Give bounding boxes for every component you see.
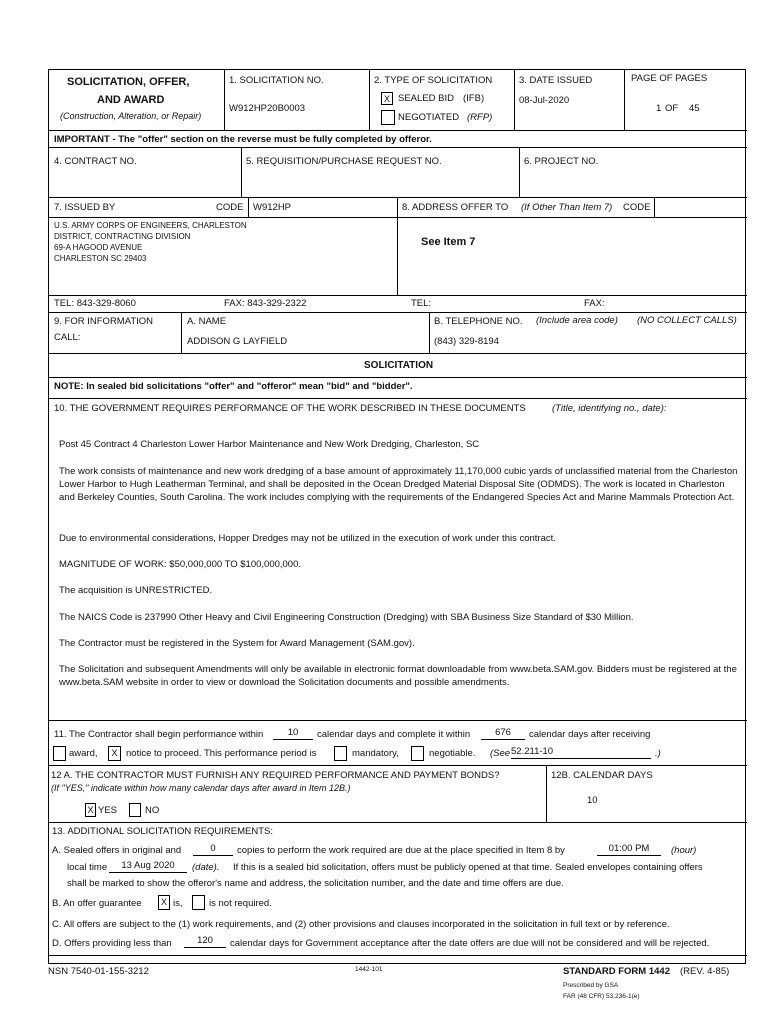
date-issued-value: 08-Jul-2020 (519, 95, 570, 106)
item13d-text2: calendar days for Government acceptance after the date offers are due will not be considered and will be rejected. (230, 938, 710, 949)
rule (624, 70, 625, 130)
bonds-no-checkbox[interactable] (129, 803, 141, 817)
rule (49, 353, 747, 354)
rule (49, 295, 747, 296)
item13a-text4: shall be marked to show the offeror's name and address, the solicitation number, and the date and time offers are due. (67, 878, 564, 889)
issued-by-fax: FAX: 843-329-2322 (224, 298, 307, 309)
date-field[interactable]: 13 Aug 2020 (109, 860, 187, 873)
page-current: 1 (656, 103, 662, 114)
rule (397, 197, 398, 295)
rule (248, 197, 249, 217)
rule (49, 765, 747, 766)
requisition-no-label: 5. REQUISITION/PURCHASE REQUEST NO. (246, 156, 442, 167)
copies-field[interactable]: 0 (193, 843, 233, 856)
guarantee-is-checkbox[interactable]: X (158, 895, 170, 910)
negotiable-label: negotiable. (429, 748, 476, 759)
rule (429, 312, 430, 353)
item12b-value: 10 (587, 795, 598, 806)
issued-by-code-label: CODE (216, 202, 244, 213)
nsn-number: NSN 7540-01-155-3212 (48, 966, 149, 977)
item10-sam: The Contractor must be registered in the System for Award Management (SAM.gov). (59, 638, 415, 649)
rule (241, 147, 242, 197)
form-title-line1: SOLICITATION, OFFER, (67, 76, 190, 88)
form-revision: (REV. 4-85) (680, 966, 730, 977)
sealed-bid-checkbox[interactable]: X (381, 92, 393, 105)
important-notice: IMPORTANT - The "offer" section on the reverse must be fully completed by offeror. (54, 134, 432, 145)
no-collect-calls: (NO COLLECT CALLS) (637, 315, 737, 326)
contract-no-label: 4. CONTRACT NO. (54, 156, 137, 167)
solicitation-section-header: SOLICITATION (364, 360, 434, 371)
date-issued-label: 3. DATE ISSUED (519, 75, 593, 86)
begin-days-field[interactable]: 10 (273, 727, 313, 740)
address-offer-fax: FAX: (584, 298, 605, 309)
far-reference: FAR (48 CFR) 53.236-1(e) (563, 993, 640, 1000)
solicitation-no-value: W912HP20B0003 (229, 103, 306, 114)
item13-label: 13. ADDITIONAL SOLICITATION REQUIREMENTS: (52, 826, 274, 837)
ntp-checkbox[interactable]: X (108, 746, 121, 761)
guarantee-isnot-label: is not required. (209, 898, 272, 909)
item11-text3: calendar days after receiving (529, 729, 651, 740)
page-total: 45 (689, 103, 700, 114)
form-title-line2: AND AWARD (97, 94, 165, 106)
item10-description: The work consists of maintenance and new work dredging of a base amount of approximately 11,170,000 cubic yards of unclassified material from the Charleston Lower Harbor to Hugh Leatherman Terminal, and shall be deposited in the Ocean Dredged Material Disposal Site (ODMDS). The work is located in Charleston and Berkeley Counties, South Carolina. The work includes complying with the requirements of the Endangered Species Act and Marine Mammals Protection Act. (59, 466, 738, 503)
guarantee-isnot-checkbox[interactable] (192, 895, 205, 910)
solicitation-type-label: 2. TYPE OF SOLICITATION (374, 75, 493, 86)
address-offer-value: See Item 7 (421, 236, 476, 248)
issued-by-address-line4: CHARLESTON SC 29403 (54, 254, 147, 263)
see-clause-field[interactable]: 52.211-10 (511, 746, 651, 759)
bonds-yes-label: YES (98, 805, 118, 816)
acceptance-days-field[interactable]: 120 (184, 935, 226, 948)
item11-text1: 11. The Contractor shall begin performance within (54, 729, 264, 740)
mandatory-checkbox[interactable] (334, 746, 347, 761)
rule (519, 147, 520, 197)
date-label: (date). (192, 862, 220, 873)
item12a-label: 12 A. THE CONTRACTOR MUST FURNISH ANY REQUIRED PERFORMANCE AND PAYMENT BONDS? (51, 770, 500, 781)
project-no-label: 6. PROJECT NO. (524, 156, 599, 167)
issued-by-address-line2: DISTRICT, CONTRACTING DIVISION (54, 232, 191, 241)
see-close: .) (655, 748, 661, 759)
rule (546, 765, 547, 822)
telephone-qualifier: (Include area code) (536, 315, 618, 326)
address-offer-code-label: CODE (623, 202, 651, 213)
item13d-text1: D. Offers providing less than (52, 938, 172, 949)
see-label: (See (490, 748, 511, 759)
item10-qualifier: (Title, identifying no., date): (552, 403, 667, 414)
time-field[interactable]: 01:00 PM (597, 843, 661, 856)
rule (49, 720, 747, 721)
negotiated-abbr: (RFP) (467, 112, 493, 123)
item10-title: Post 45 Contract 4 Charleston Lower Harbor Maintenance and New Work Dredging, Charleston, SC (59, 439, 480, 450)
item10-hopper-note: Due to environmental considerations, Hopper Dredges may not be utilized in the execution of work under this contract. (59, 533, 556, 544)
page-of-pages-label: PAGE OF PAGES (631, 73, 708, 84)
rule (49, 147, 747, 148)
item10-acquisition: The acquisition is UNRESTRICTED. (59, 585, 213, 596)
address-offer-label: 8. ADDRESS OFFER TO (402, 202, 509, 213)
rule (49, 130, 747, 131)
bid-note: NOTE: In sealed bid solicitations "offer" and "offeror" mean "bid" and "bidder". (54, 381, 413, 392)
rule (49, 955, 747, 956)
negotiated-label: NEGOTIATED (398, 112, 460, 123)
info-call-label-line2: CALL: (54, 332, 81, 343)
rule (49, 197, 747, 198)
rule (514, 70, 515, 130)
issued-by-code-value: W912HP (253, 202, 292, 213)
rule (654, 197, 655, 217)
bonds-yes-checkbox[interactable]: X (85, 803, 96, 817)
item10-naics: The NAICS Code is 237990 Other Heavy and Civil Engineering Construction (Dredging) with SBA Business Size Standard of $30 Million. (59, 612, 634, 623)
rule (224, 70, 225, 130)
item10-label: 10. THE GOVERNMENT REQUIRES PERFORMANCE OF THE WORK DESCRIBED IN THESE DOCUMENTS (54, 403, 526, 414)
sealed-bid-abbr: (IFB) (463, 93, 485, 104)
rule (49, 312, 747, 313)
rule (49, 822, 747, 823)
telephone-value: (843) 329-8194 (434, 336, 499, 347)
award-label: award, (69, 748, 98, 759)
info-call-label-line1: 9. FOR INFORMATION (54, 316, 154, 327)
issued-by-address-line1: U.S. ARMY CORPS OF ENGINEERS, CHARLESTON (54, 221, 247, 230)
item10-amendments: The Solicitation and subsequent Amendments will only be available in electronic format downloadable from www.beta.SAM.gov. Bidders must be registered at the www.beta.SAM website in order to view or download the Solicitation documents and possible amendments. (59, 664, 737, 688)
item11-text2: calendar days and complete it within (317, 729, 471, 740)
rule (181, 312, 182, 353)
sealed-bid-label: SEALED BID (398, 93, 454, 104)
rule (49, 377, 747, 378)
rule (49, 398, 747, 399)
ntp-label: notice to proceed. This performance period is (126, 748, 317, 759)
item10-magnitude: MAGNITUDE OF WORK: $50,000,000 TO $100,000,000. (59, 559, 302, 570)
issued-by-tel: TEL: 843-329-8060 (54, 298, 136, 309)
complete-days-field[interactable]: 676 (481, 727, 525, 740)
issued-by-label: 7. ISSUED BY (54, 202, 116, 213)
page-of: OF (665, 103, 679, 114)
item13c-text: C. All offers are subject to the (1) work requirements, and (2) other provisions and clauses incorporated in the solicitation in full text or by reference. (52, 919, 670, 930)
issued-by-address-line3: 69-A HAGOOD AVENUE (54, 243, 143, 252)
contact-name-label: A. NAME (187, 316, 227, 327)
mandatory-label: mandatory, (352, 748, 399, 759)
solicitation-no-label: 1. SOLICITATION NO. (229, 75, 324, 86)
negotiable-checkbox[interactable] (411, 746, 424, 761)
item13b-text1: B. An offer guarantee (52, 898, 142, 909)
item13a-text3: If this is a sealed bid solicitation, offers must be publicly opened at that time. Sealed envelopes containing offers (233, 862, 703, 873)
rule (369, 70, 370, 130)
item12b-label: 12B. CALENDAR DAYS (551, 770, 653, 781)
local-time-label: local time (67, 862, 108, 873)
form-subtitle: (Construction, Alteration, or Repair) (60, 111, 202, 121)
address-offer-qualifier: (If Other Than Item 7) (521, 202, 613, 213)
prescribed-by: Prescribed by GSA (563, 982, 619, 989)
item13a-text1: A. Sealed offers in original and (52, 845, 182, 856)
solicitation-form (48, 69, 746, 964)
address-offer-tel: TEL: (411, 298, 432, 309)
hour-label: (hour) (671, 845, 697, 856)
form-code: 1442-101 (355, 966, 383, 973)
rule (397, 217, 747, 218)
contact-name-value: ADDISON G LAYFIELD (187, 336, 288, 347)
award-checkbox[interactable] (53, 746, 66, 761)
telephone-label: B. TELEPHONE NO. (434, 316, 523, 327)
negotiated-checkbox[interactable] (381, 110, 395, 125)
item12a-sub: (If "YES," indicate within how many calendar days after award in Item 12B.) (51, 783, 351, 793)
bonds-no-label: NO (145, 805, 160, 816)
standard-form-name: STANDARD FORM 1442 (563, 966, 670, 977)
rule (49, 217, 397, 218)
guarantee-is-label: is, (173, 898, 183, 909)
item13a-text2: copies to perform the work required are due at the place specified in Item 8 by (237, 845, 565, 856)
